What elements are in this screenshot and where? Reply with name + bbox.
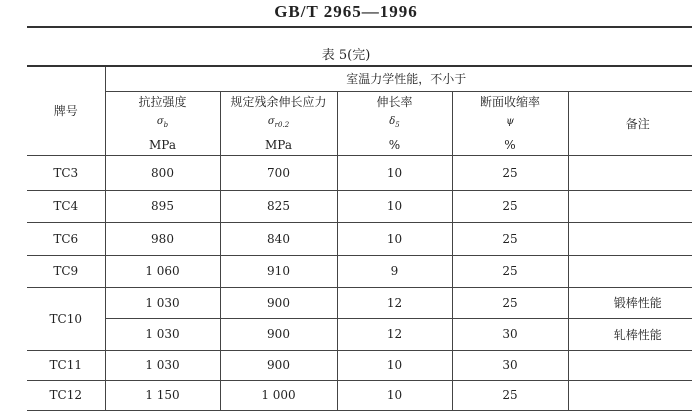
value-cell: 9 [337, 255, 452, 287]
column-header [337, 91, 452, 155]
remark-cell [568, 155, 692, 190]
column-symbol: $\sigma_{r0.2}$ [267, 115, 290, 129]
value-cell: 30 [452, 318, 568, 350]
table-row [27, 255, 692, 287]
properties-table [27, 65, 692, 411]
header-rule [27, 26, 692, 28]
value-cell: 25 [452, 190, 568, 222]
value-cell: 900 [220, 318, 337, 350]
group-header: 室温力学性能，不小于 [105, 66, 692, 91]
value-cell: 10 [337, 155, 452, 190]
value-cell: 700 [220, 155, 337, 190]
value-cell: 10 [337, 380, 452, 410]
value-cell: 10 [337, 190, 452, 222]
column-header [105, 91, 220, 155]
value-cell: 1 000 [220, 380, 337, 410]
remark-cell [568, 222, 692, 255]
value-cell: 30 [452, 350, 568, 380]
value-cell: 1 030 [105, 318, 220, 350]
remark-cell: 轧棒性能 [568, 318, 692, 350]
value-cell: 1 060 [105, 255, 220, 287]
grade-cell: TC4 [27, 190, 105, 222]
value-cell: 910 [220, 255, 337, 287]
value-cell: 25 [452, 255, 568, 287]
grade-cell: TC10 [27, 287, 105, 350]
column-unit: MPa [265, 137, 292, 152]
value-cell: 1 030 [105, 287, 220, 318]
value-cell: 895 [105, 190, 220, 222]
column-symbol: $\delta_5$ [389, 115, 400, 129]
value-cell: 25 [452, 155, 568, 190]
remarks-header: 备注 [568, 91, 692, 155]
value-cell: 25 [452, 222, 568, 255]
column-unit: % [388, 137, 401, 152]
value-cell: 12 [337, 318, 452, 350]
grade-cell: TC3 [27, 155, 105, 190]
remark-cell [568, 350, 692, 380]
table-row [27, 287, 692, 318]
column-header [220, 91, 337, 155]
column-unit: MPa [149, 137, 176, 152]
value-cell: 800 [105, 155, 220, 190]
value-cell: 12 [337, 287, 452, 318]
column-symbol: ψ [506, 115, 514, 127]
value-cell: 825 [220, 190, 337, 222]
standard-number: GB/T 2965—1996 [274, 2, 418, 21]
table-caption: 表 5(完) [321, 48, 371, 63]
column-symbol: $\sigma_b$ [156, 115, 169, 129]
column-name: 伸长率 [376, 94, 413, 109]
column-header [452, 91, 568, 155]
grade-cell: TC6 [27, 222, 105, 255]
table-row [27, 155, 692, 190]
value-cell: 10 [337, 222, 452, 255]
table-row [27, 350, 692, 380]
table-row [27, 318, 692, 350]
remark-cell [568, 380, 692, 410]
grade-header: 牌号 [27, 66, 105, 155]
table-row [27, 380, 692, 410]
value-cell: 840 [220, 222, 337, 255]
grade-cell: TC9 [27, 255, 105, 287]
value-cell: 900 [220, 287, 337, 318]
table-row [27, 190, 692, 222]
column-name: 规定残余伸长应力 [230, 94, 327, 109]
column-unit: % [504, 137, 516, 152]
grade-cell: TC12 [27, 380, 105, 410]
remark-cell [568, 255, 692, 287]
remark-cell: 锻棒性能 [568, 287, 692, 318]
column-name: 断面收缩率 [479, 94, 540, 109]
column-name: 抗拉强度 [138, 94, 187, 109]
value-cell: 900 [220, 350, 337, 380]
value-cell: 980 [105, 222, 220, 255]
table-row [27, 222, 692, 255]
value-cell: 25 [452, 287, 568, 318]
value-cell: 10 [337, 350, 452, 380]
value-cell: 1 150 [105, 380, 220, 410]
remark-cell [568, 190, 692, 222]
grade-cell: TC11 [27, 350, 105, 380]
value-cell: 25 [452, 380, 568, 410]
value-cell: 1 030 [105, 350, 220, 380]
